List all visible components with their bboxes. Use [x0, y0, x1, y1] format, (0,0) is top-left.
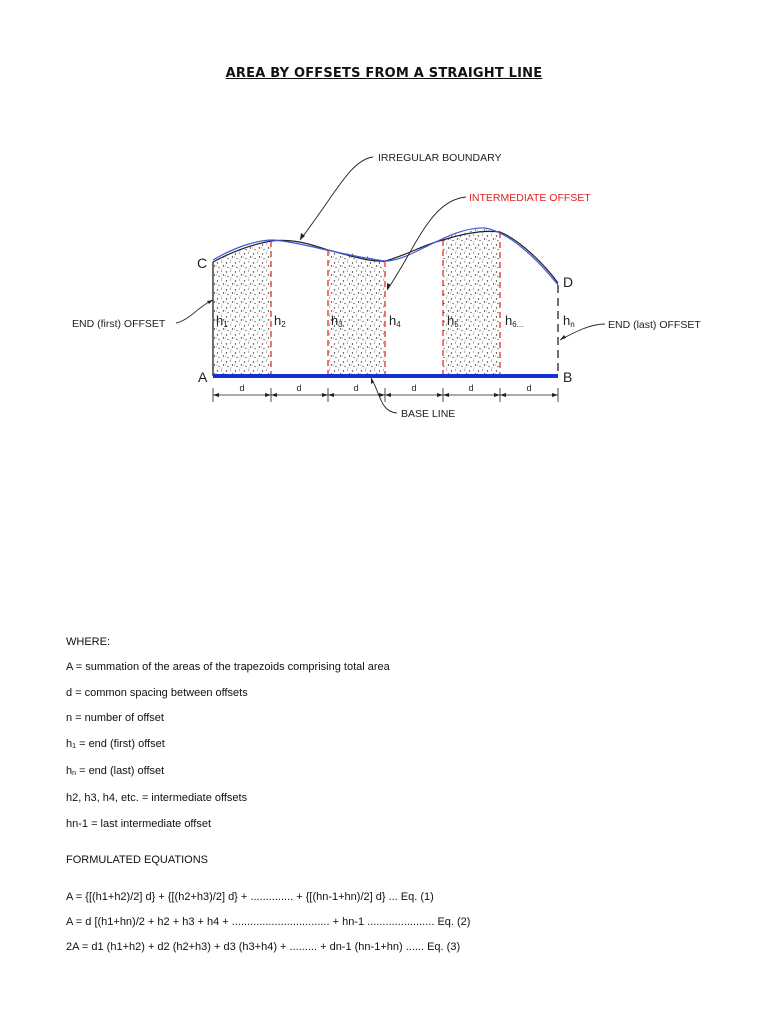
- def-a: A = summation of the areas of the trapezoids comprising total area: [66, 661, 390, 674]
- point-a: A: [198, 369, 208, 385]
- equation-1: A = {[(h1+h2)/2] d} + {[(h2+h3)/2] d} + .............. + {[(hn-1+hn)/2] d} ... Eq. (1): [66, 890, 434, 903]
- base-line-label: BASE LINE: [401, 408, 456, 420]
- irregular-boundary-label: IRREGULAR BOUNDARY: [378, 152, 502, 164]
- def-d: d = common spacing between offsets: [66, 686, 248, 699]
- point-b: B: [563, 369, 573, 385]
- point-c: C: [197, 255, 208, 271]
- shaded-strip-1: [213, 241, 271, 376]
- def-hn: hn = end (last) offset: [66, 765, 165, 778]
- def-n: n = number of offset: [66, 712, 164, 725]
- offsets-diagram: [0, 130, 768, 430]
- spacing-label: d: [239, 383, 245, 393]
- intermediate-offset-label: INTERMEDIATE OFFSET: [469, 192, 591, 204]
- offset-label-h2: h2: [274, 313, 286, 329]
- end-last-offset-label: END (last) OFFSET: [608, 319, 701, 331]
- offset-label-h5: h5: [447, 313, 459, 329]
- end-first-offset-label: END (first) OFFSET: [72, 318, 166, 330]
- spacing-label: d: [296, 383, 302, 393]
- formulated-heading: FORMULATED EQUATIONS: [66, 854, 208, 867]
- equation-3: 2A = d1 (h1+h2) + d2 (h2+h3) + d3 (h3+h4) + ......... + dn-1 (hn-1+hn) ...... Eq. (3): [66, 941, 461, 954]
- offset-label-h1: h1: [216, 313, 228, 329]
- spacing-label: d: [468, 383, 474, 393]
- def-last-intermediate: hn-1 = last intermediate offset: [66, 817, 212, 830]
- def-intermediate: h2, h3, h4, etc. = intermediate offsets: [66, 792, 248, 805]
- offset-label-hn: hn: [563, 313, 575, 329]
- shaded-strip-5: [443, 229, 500, 376]
- offset-label-h4: h4: [389, 313, 401, 329]
- spacing-label: d: [411, 383, 417, 393]
- def-h1: h1 = end (first) offset: [66, 737, 165, 750]
- offset-label-h3: h3: [331, 313, 343, 329]
- equation-2: A = d [(h1+hn)/2 + h2 + h3 + h4 + ................................ + hn-1 ...................... Eq. (2): [66, 916, 471, 929]
- page-title: AREA BY OFFSETS FROM A STRAIGHT LINE: [225, 66, 543, 81]
- offset-label-h6: h6...: [505, 313, 524, 329]
- point-d: D: [563, 274, 574, 290]
- definitions-section: [66, 630, 470, 961]
- spacing-label: d: [353, 383, 359, 393]
- where-heading: WHERE:: [66, 636, 110, 648]
- spacing-label: d: [526, 383, 532, 393]
